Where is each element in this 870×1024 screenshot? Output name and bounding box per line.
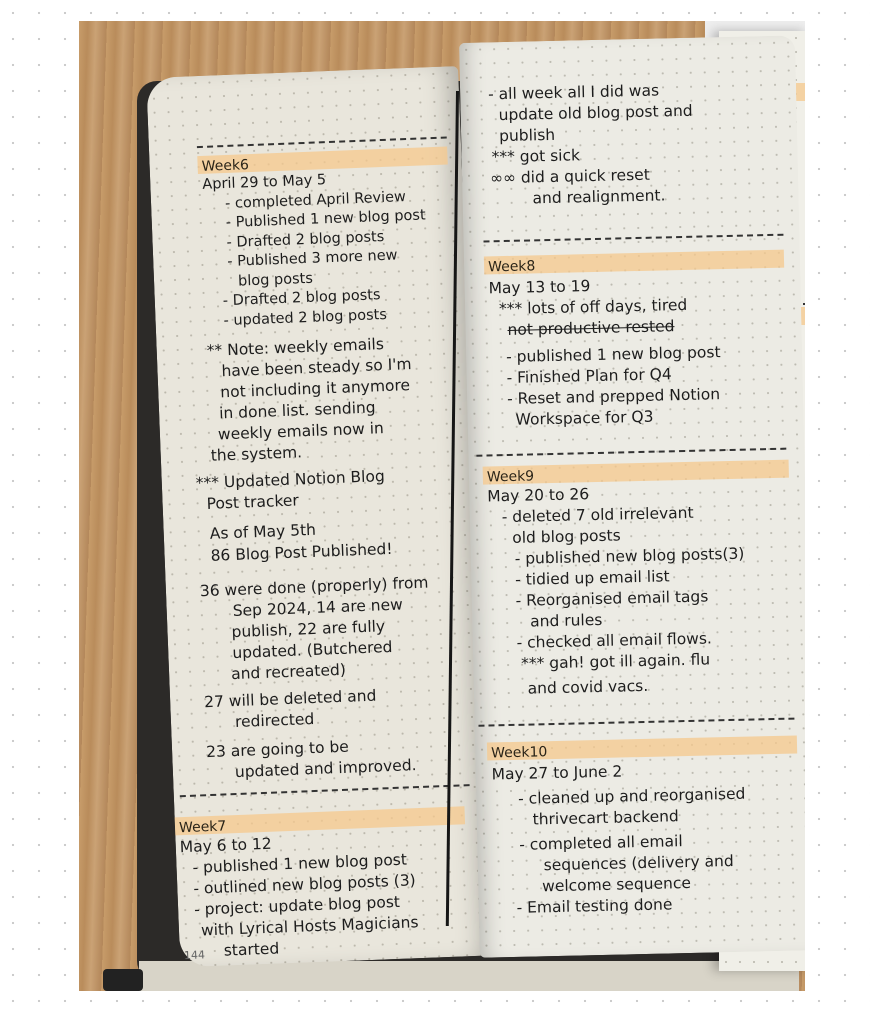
week6-divider	[197, 136, 447, 148]
carryover-line: *** got sick	[491, 146, 581, 167]
week7-dates: May 6 to 12	[179, 834, 273, 857]
week9-highlight	[483, 460, 789, 485]
notion-line: Post tracker	[206, 491, 300, 513]
week7-item: with Lyrical Hosts Magicians	[200, 913, 419, 940]
week6-heading: Week6	[201, 157, 250, 175]
week6-item: - Published 3 more new	[227, 247, 398, 270]
week6-note	[206, 333, 415, 467]
week9-divider	[476, 448, 786, 457]
week8-dates: May 13 to 19	[488, 277, 591, 298]
week10-item: thrivecart backend	[532, 807, 679, 829]
week8-item: - Reset and prepped Notion	[506, 385, 721, 408]
week7-heading: Week7	[178, 818, 227, 837]
week7-item: - published 1 new blog post	[192, 850, 408, 877]
week6-dates: April 29 to May 5	[202, 172, 327, 193]
week6-item: - completed April Review	[224, 188, 407, 212]
carryover-line: and realignment.	[532, 186, 666, 208]
week6-item: blog posts	[237, 270, 314, 290]
week6-item: - Drafted 2 blog posts	[226, 228, 385, 251]
desk-object	[103, 969, 143, 991]
week10-heading: Week10	[490, 744, 548, 762]
carryover-line: update old blog post and	[498, 101, 693, 125]
week9-block	[487, 481, 747, 701]
stats-line: updated and improved.	[234, 756, 417, 782]
week9-item: and covid vacs.	[527, 676, 649, 698]
week8-item: not productive rested	[507, 317, 675, 339]
week9-heading: Week9	[486, 468, 535, 486]
stats-line: 27 will be deleted and	[203, 686, 377, 712]
week10-item: welcome sequence	[541, 873, 692, 896]
week10-item: - Email testing done	[516, 895, 673, 917]
week9-dates: May 20 to 26	[487, 485, 590, 506]
week6-item: - Published 1 new blog post	[225, 207, 426, 232]
week9-item: and rules	[529, 610, 603, 631]
right-page	[459, 35, 805, 957]
week7-divider	[180, 784, 470, 797]
note-line: the system.	[210, 443, 303, 465]
week9-item: - tidied up email list	[514, 567, 670, 589]
week8-block	[488, 273, 722, 431]
week10-highlight	[487, 736, 797, 761]
week9-item: - deleted 7 old irrelevant	[501, 503, 694, 527]
stats-line: 23 are going to be	[205, 737, 350, 762]
carryover-text: did a quick reset	[520, 165, 651, 187]
stats-line: updated. (Butchered	[232, 637, 393, 663]
left-page	[146, 66, 492, 967]
week9-item: - published new blog posts(3)	[514, 544, 745, 568]
week7-item: started	[223, 939, 280, 960]
week10-item: sequences (delivery and	[543, 851, 734, 875]
week10-block	[491, 759, 748, 920]
infinity-doodle-icon: ∞∞	[489, 168, 517, 188]
stats-line: publish, 22 are fully	[231, 617, 386, 642]
week6-block	[202, 167, 430, 331]
carryover-line: - all week all I did was	[487, 81, 660, 104]
week8-item: Workspace for Q3	[515, 407, 654, 429]
week9-item: - Reorganised email tags	[515, 587, 709, 610]
note-line: ** Note: weekly emails	[206, 335, 385, 360]
notion-note	[195, 466, 386, 515]
carryover-line: publish	[498, 125, 556, 146]
as-of-date: As of May 5th	[209, 520, 317, 543]
stats-line: and recreated)	[230, 660, 347, 684]
week7-block	[179, 828, 419, 963]
week8-item: - Finished Plan for Q4	[506, 365, 672, 388]
stats-line: Sep 2024, 14 are new	[232, 595, 404, 621]
week6-item: - Drafted 2 blog posts	[222, 287, 381, 310]
week9-item: *** gah! got ill again. flu	[520, 650, 711, 673]
note-line: not including it anymore	[220, 376, 411, 402]
week10-item: - cleaned up and reorganised	[517, 784, 746, 808]
week7-item: - project: update blog post	[193, 892, 401, 919]
note-line: have been steady so I'm	[221, 355, 412, 381]
stats-line: redirected	[234, 710, 315, 732]
note-line: weekly emails now in	[217, 419, 385, 444]
week9-item: - checked all email flows.	[516, 629, 713, 652]
page-stack-edge	[139, 961, 799, 991]
week9-item: old blog posts	[512, 526, 621, 547]
week6-item: - updated 2 blog posts	[223, 306, 388, 329]
week7-item: - outlined new blog posts (3)	[193, 871, 417, 898]
stats-line: 36 were done (properly) from	[199, 573, 429, 601]
note-line: in done list. sending	[218, 398, 376, 423]
week8-divider	[483, 234, 783, 243]
journal-photo	[79, 21, 805, 991]
blog-stats	[200, 573, 436, 785]
week8-heading: Week8	[487, 258, 536, 276]
notion-line: *** Updated Notion Blog	[195, 467, 386, 493]
week10-item: - completed all email	[519, 832, 683, 854]
week8-item: - published 1 new blog post	[505, 343, 721, 367]
week8-highlight	[484, 250, 784, 275]
page-number: 144	[183, 948, 206, 963]
week10-dates: May 27 to June 2	[491, 762, 623, 784]
week10-divider	[478, 718, 794, 727]
week8-item: *** lots of off days, tired	[498, 295, 688, 319]
published-total: 86 Blog Post Published!	[210, 539, 393, 565]
carryover-block	[488, 80, 695, 211]
